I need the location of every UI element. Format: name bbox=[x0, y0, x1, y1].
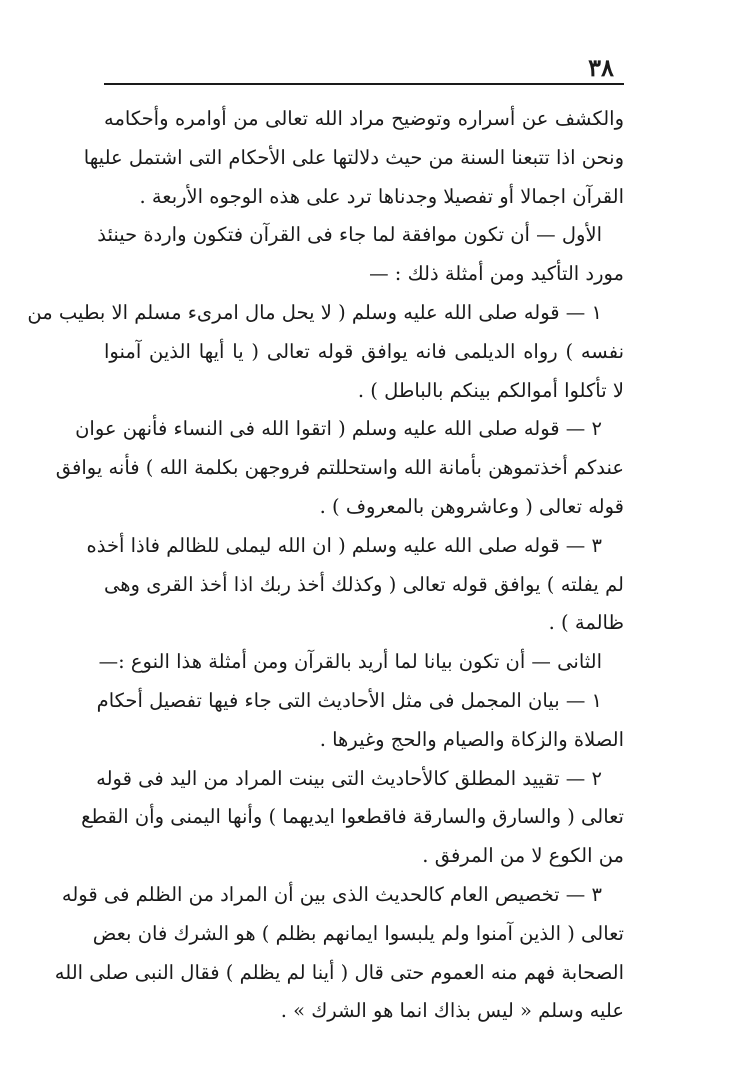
text-line: ١ — قوله صلى الله عليه وسلم ( لا يحل مال امرىء مسلم الا بطيب من bbox=[27, 300, 602, 324]
header-rule bbox=[104, 83, 624, 85]
text-line: قوله تعالى ( وعاشروهن بالمعروف ) . bbox=[319, 494, 624, 518]
text-line: والكشف عن أسراره وتوضيح مراد الله تعالى من أوامره وأحكامه bbox=[104, 107, 624, 130]
text-line: عليه وسلم « ليس بذاك انما هو الشرك » . bbox=[280, 999, 624, 1023]
text-line: من الكوع لا من المرفق . bbox=[422, 844, 624, 868]
text-line: الصلاة والزكاة والصيام والحج وغيرها . bbox=[319, 727, 624, 751]
text-line: الصحابة فهم منه العموم حتى قال ( أينا لم يظلم ) فقال النبى صلى الله bbox=[54, 960, 624, 984]
text-line: ظالمة ) . bbox=[548, 611, 624, 635]
text-line: ٢ — تقييد المطلق كالأحاديث التى بينت المراد من اليد فى قوله bbox=[96, 766, 602, 790]
text-line: نفسه ) رواه الديلمى فانه يوافق قوله تعالى ( يا أيها الذين آمنوا bbox=[104, 339, 624, 363]
text-line: الثانى — أن تكون بيانا لما أريد بالقرآن ومن أمثلة هذا النوع :— bbox=[98, 650, 602, 674]
page-number: ٣٨ bbox=[588, 53, 614, 82]
text-line: لم يفلته ) يوافق قوله تعالى ( وكذلك أخذ ربك اذا أخذ القرى وهى bbox=[104, 572, 624, 596]
text-line: عندكم أخذتموهن بأمانة الله واستحللتم فروجهن بكلمة الله ) فأنه يوافق bbox=[55, 456, 624, 480]
text-line: الأول — أن تكون موافقة لما جاء فى القرآن فتكون واردة حينئذ bbox=[97, 223, 602, 247]
text-line: مورد التأكيد ومن أمثلة ذلك : — bbox=[369, 262, 624, 286]
body-text bbox=[27, 100, 624, 1031]
text-line: تعالى ( الذين آمنوا ولم يلبسوا ايمانهم بظلم ) هو الشرك فان بعض bbox=[92, 921, 624, 945]
text-line: ٣ — تخصيص العام كالحديث الذى بين أن المراد من الظلم فى قوله bbox=[61, 882, 602, 906]
text-line: القرآن اجمالا أو تفصيلا وجدناها ترد على هذه الوجوه الأربعة . bbox=[139, 184, 624, 208]
text-line: ٣ — قوله صلى الله عليه وسلم ( ان الله ليملى للظالم فاذا أخذه bbox=[86, 533, 602, 557]
text-line: ٢ — قوله صلى الله عليه وسلم ( اتقوا الله فى النساء فأنهن عوان bbox=[75, 417, 602, 441]
text-line: ونحن اذا تتبعنا السنة من حيث دلالتها على الأحكام التى اشتمل عليها bbox=[83, 145, 624, 169]
text-line: لا تأكلوا أموالكم بينكم بالباطل ) . bbox=[357, 378, 624, 402]
text-line: ١ — بيان المجمل فى مثل الأحاديث التى جاء فيها تفصيل أحكام bbox=[96, 688, 602, 712]
text-line: تعالى ( والسارق والسارقة فاقطعوا ايديهما ) وأنها اليمنى وأن القطع bbox=[81, 805, 624, 829]
